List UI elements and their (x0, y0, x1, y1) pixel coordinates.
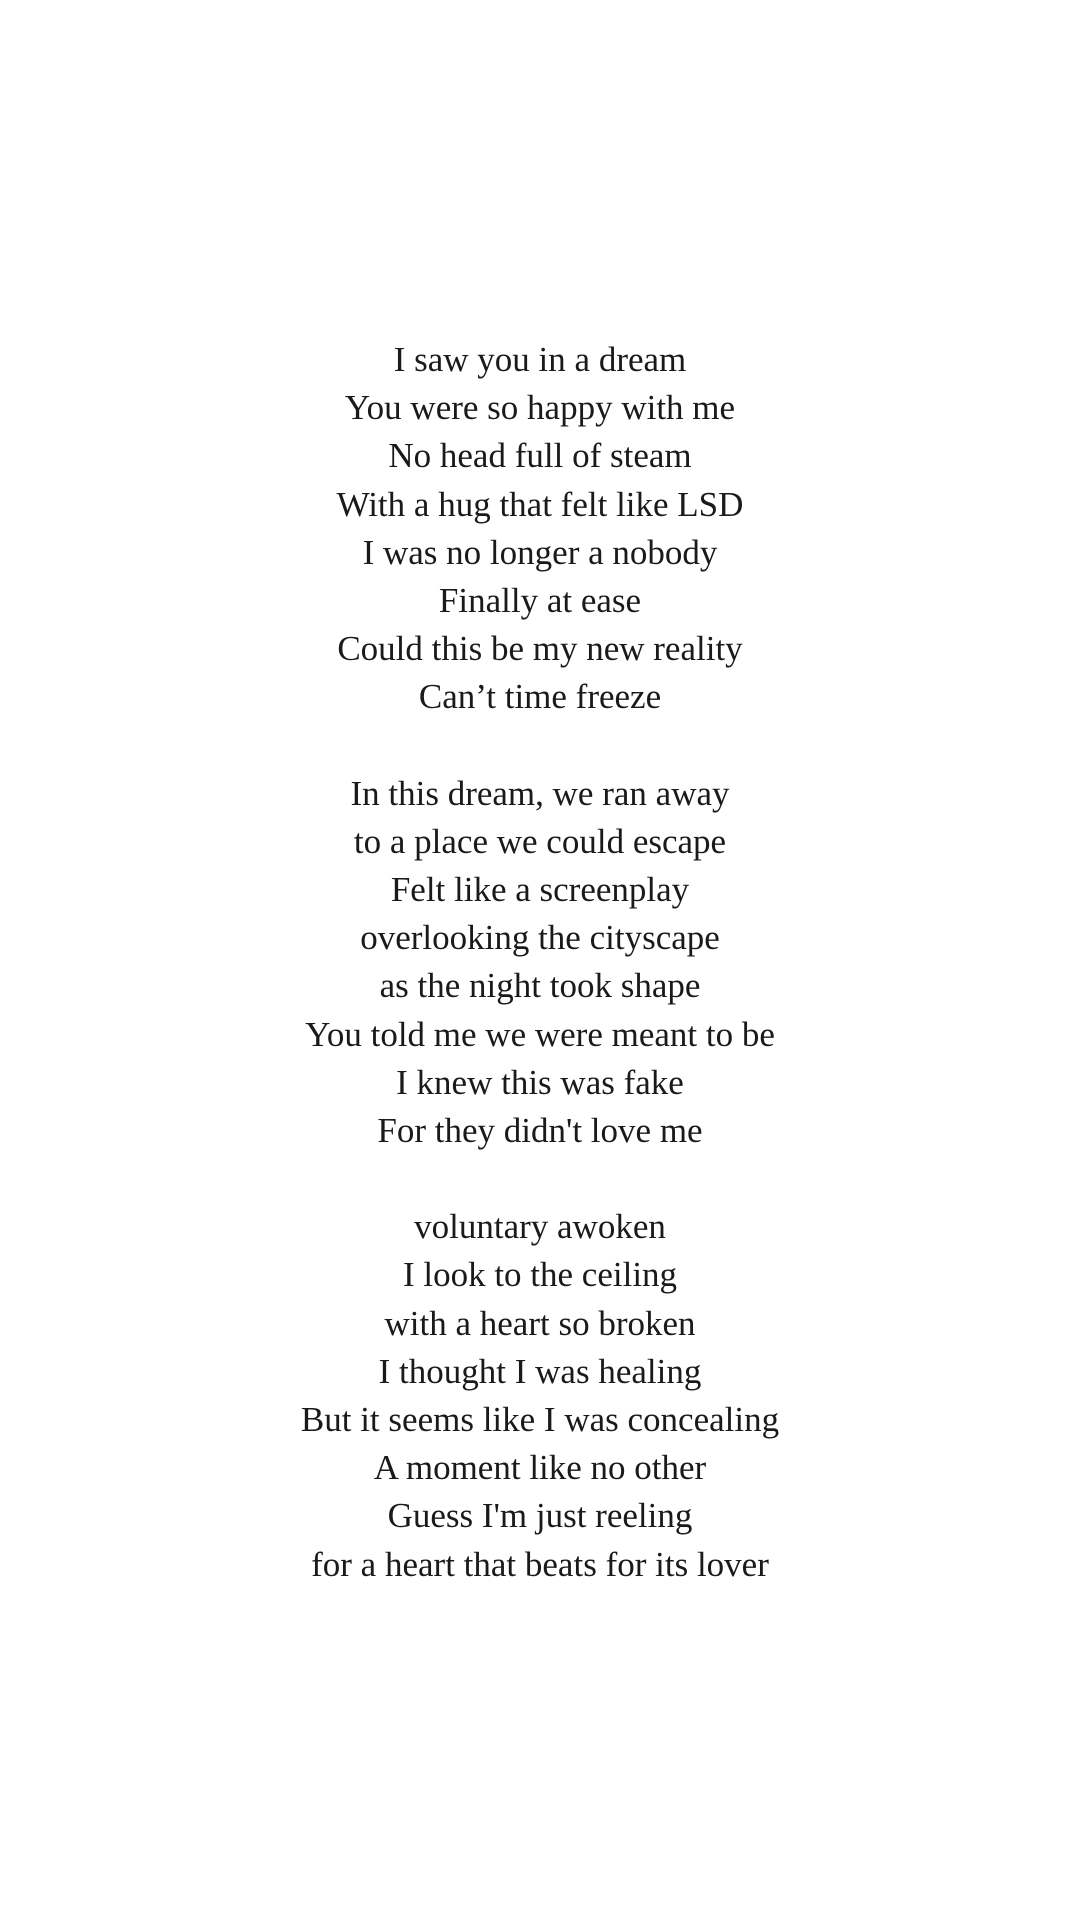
poem-line: Guess I'm just reeling (387, 1496, 693, 1536)
poem-line: I look to the ceiling (402, 1255, 678, 1295)
poem-line: I saw you in a dream (393, 340, 687, 379)
poem-line: for a heart that beats for its lover (311, 1544, 769, 1584)
poem-line: I was no longer a nobody (362, 532, 718, 572)
stanza-2 (0, 770, 1080, 1156)
poem-line: With a hug that felt like LSD (336, 484, 744, 524)
poem-line: For they didn't love me (377, 1111, 703, 1151)
poem-line: In this dream, we ran away (350, 773, 730, 813)
poem-line: You were so happy with me (344, 388, 736, 428)
poem-line: as the night took shape (379, 966, 701, 1006)
poem-line: Finally at ease (438, 581, 642, 621)
poem-line: You told me we were meant to be (305, 1014, 775, 1054)
poem-line: I knew this was fake (396, 1062, 684, 1102)
poem-line: Can’t time freeze (418, 677, 662, 717)
poem-line: A moment like no other (373, 1448, 707, 1488)
poem-line: I thought I was healing (378, 1351, 702, 1391)
poem-body (0, 336, 1080, 1589)
poem-line: But it seems like I was concealing (300, 1400, 780, 1440)
poem-line: Could this be my new reality (337, 629, 743, 669)
poem-line: to a place we could escape (353, 821, 727, 861)
poem-line: Felt like a screenplay (390, 870, 690, 910)
stanza-1 (0, 336, 1080, 722)
poem-line: voluntary awoken (414, 1207, 666, 1247)
poem-line: No head full of steam (388, 436, 692, 476)
poem-line: overlooking the cityscape (360, 918, 720, 958)
poem-line: with a heart so broken (384, 1303, 696, 1343)
stanza-3 (0, 1203, 1080, 1589)
